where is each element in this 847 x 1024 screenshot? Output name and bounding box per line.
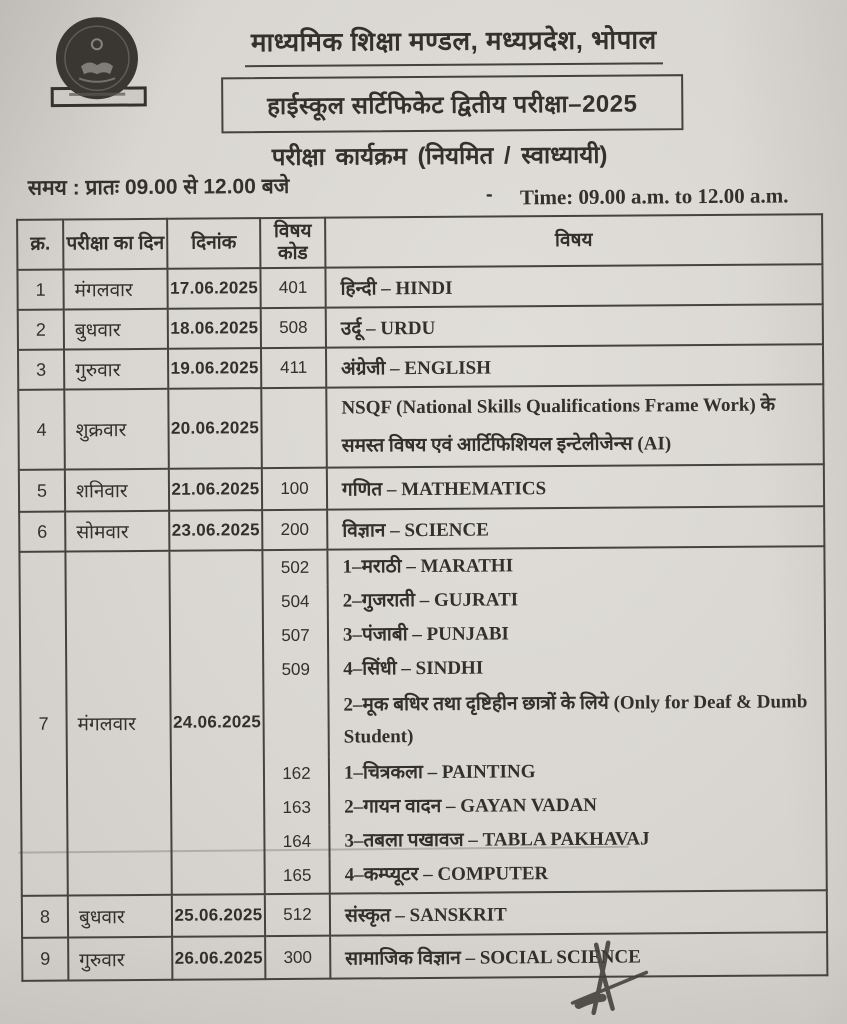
exam-schedule-table [16, 213, 828, 982]
table-row [19, 506, 824, 552]
row-date: 24.06.2025 [169, 550, 264, 895]
header-subject: विषय [325, 214, 822, 267]
time-hindi: समय : प्रातः 09.00 से 12.00 बजे [27, 174, 290, 200]
entry-code: 509 [264, 653, 329, 687]
row-date: 17.06.2025 [167, 268, 260, 309]
entry-code [264, 687, 329, 757]
entry-subject: 2–गायन वादन – GAYAN VADAN [344, 794, 598, 818]
row-date: 21.06.2025 [169, 468, 262, 511]
table-row [18, 344, 823, 390]
row-subject: हिन्दी – HINDI [325, 264, 822, 307]
row-sn: 6 [19, 512, 65, 552]
program-line: परीक्षा कार्यक्रम (नियमित / स्वाध्यायी) [271, 141, 608, 172]
org-title-text: माध्यमिक शिक्षा मण्डल, मध्यप्रदेश, भोपाल [245, 20, 663, 67]
entry-subject: 1–चित्रकला – PAINTING [343, 761, 536, 784]
subject-entry [266, 855, 826, 893]
row-sn: 7 [19, 552, 67, 896]
row-subject: अंग्रेजी – ENGLISH [326, 344, 823, 387]
entry-subject: 2–गुजराती – GUJRATI [342, 589, 519, 612]
row-subject: संस्कृत – SANSKRIT [330, 890, 827, 935]
row-code: 512 [265, 894, 330, 936]
row-date: 23.06.2025 [169, 510, 262, 551]
header-code: विषय कोड [260, 218, 325, 268]
dash-mark: - [485, 183, 493, 206]
subject-entries [263, 547, 825, 893]
subject-entry-note [264, 683, 824, 757]
entry-subject: 3–पंजाबी – PUNJABI [342, 623, 509, 646]
entry-subject: 4–कम्प्यूटर – COMPUTER [344, 862, 549, 886]
row-sn: 3 [18, 350, 64, 390]
subject-entry [264, 615, 824, 653]
row-subject: विज्ञान – SCIENCE [327, 506, 824, 549]
row-code: 508 [261, 308, 326, 348]
table-header-row [17, 214, 822, 270]
subject-entry [264, 649, 824, 687]
subject-entry [265, 821, 825, 859]
entry-code: 502 [263, 551, 328, 585]
header-day: परीक्षा का दिन [63, 219, 167, 270]
row-date: 25.06.2025 [172, 894, 265, 937]
table-row [18, 304, 823, 350]
row-subject: सामाजिक विज्ञान – SOCIAL SCIENCE [330, 932, 827, 978]
time-english: Time: 09.00 a.m. to 12.00 a.m. [519, 183, 789, 210]
org-title [89, 19, 819, 68]
table-row [22, 932, 827, 981]
header-sn: क्र. [17, 220, 63, 270]
row-day: गुरुवार [64, 349, 168, 390]
entry-code: 165 [266, 859, 331, 893]
table-row [17, 264, 822, 310]
row-day: शनिवार [65, 469, 169, 512]
header-date: दिनांक [167, 218, 260, 269]
entry-subject: 3–तबला पखावज – TABLA PAKHAVAJ [344, 828, 650, 852]
table-row [22, 890, 827, 938]
row-day: मंगलवार [65, 551, 171, 896]
row-subject: NSQF (National Skills Qualifications Frame Work) के समस्त विषय एवं आर्टिफिशियल इन्टेलीजेन्स (AI) [326, 384, 824, 467]
row-day: बुधवार [68, 895, 172, 938]
entry-subject: 4–सिंधी – SINDHI [343, 657, 484, 680]
row-date: 26.06.2025 [172, 936, 265, 980]
entry-subject: 1–मराठी – MARATHI [342, 555, 514, 578]
row-sn: 4 [18, 390, 65, 470]
entry-code: 504 [264, 585, 329, 619]
row-sn: 2 [18, 310, 64, 350]
row-sn: 1 [17, 270, 63, 310]
table-row-multi-subject [19, 546, 826, 896]
row-code: 411 [261, 348, 326, 388]
subject-entry [264, 581, 824, 619]
subject-entry [263, 547, 823, 585]
row-day: मंगलवार [63, 269, 167, 310]
multi-subject-cell [262, 546, 826, 894]
entry-code: 507 [264, 619, 329, 653]
exam-title-box [221, 74, 683, 133]
row-day: सोमवार [65, 511, 169, 552]
row-code: 200 [262, 510, 327, 550]
table-row [19, 464, 824, 512]
row-day: गुरुवार [68, 937, 172, 981]
row-code: 100 [262, 468, 327, 510]
row-code: 401 [260, 268, 325, 308]
row-code [261, 388, 327, 468]
entry-subject: 2–मूक बधिर तथा दृष्टिहीन छात्रों के लिये (Only for Deaf & Dumb Student) [343, 691, 808, 748]
row-sn: 5 [19, 470, 65, 512]
entry-code: 164 [265, 825, 330, 859]
table-row [18, 384, 824, 470]
row-date: 20.06.2025 [168, 388, 262, 469]
row-date: 19.06.2025 [168, 348, 261, 389]
pen-scribble-icon [550, 934, 691, 1019]
row-sn: 9 [22, 937, 68, 980]
row-day: बुधवार [64, 309, 168, 350]
entry-code: 162 [265, 757, 330, 791]
subject-entry [265, 787, 825, 825]
row-subject: उर्दू – URDU [326, 304, 823, 347]
subject-entry [265, 753, 825, 791]
row-day: शुक्रवार [64, 389, 169, 470]
row-sn: 8 [22, 896, 68, 938]
exam-title-text: हाईस्कूल सर्टिफिकेट द्वितीय परीक्षा–2025 [267, 90, 638, 120]
row-date: 18.06.2025 [168, 308, 261, 349]
row-subject: गणित – MATHEMATICS [327, 464, 824, 509]
row-code: 300 [265, 936, 330, 979]
entry-code: 163 [265, 791, 330, 825]
